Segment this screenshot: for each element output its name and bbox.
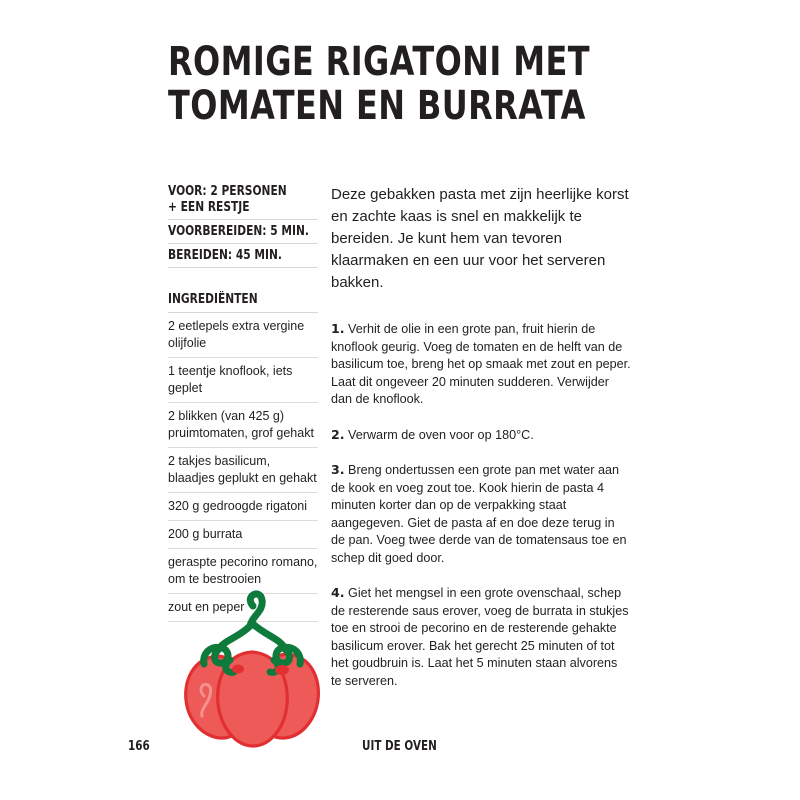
meta-row-prep-time — [168, 224, 318, 244]
tomato-illustration-svg — [168, 578, 338, 748]
ingredient-item: 2 blikken (van 425 g) pruimtomaten, grof gehakt — [168, 403, 318, 448]
recipe-step-text: Verwarm de oven voor op 180°C. — [344, 427, 534, 442]
meta-servings-line-1: VOOR: 2 PERSONEN — [168, 184, 287, 199]
ingredient-item: 320 g gedroogde rigatoni — [168, 493, 318, 521]
recipe-step — [331, 426, 631, 445]
ingredients-heading — [168, 292, 318, 313]
page-title-line-2: TOMATEN EN BURRATA — [168, 83, 586, 129]
recipe-meta-list — [168, 184, 318, 268]
recipe-step — [331, 461, 631, 567]
ingredient-item: 2 takjes basilicum, blaadjes geplukt en gehakt — [168, 448, 318, 493]
recipe-step-text: Verhit de olie in een grote pan, fruit hierin de knoflook geurig. Voeg de tomaten en de helft van de basilicum toe, breng het op smaak met zout en peper. Laat dit ongeveer 20 minuten sudderen. Verwijder dan de knoflook. — [331, 322, 631, 406]
recipe-step-text: Breng ondertussen een grote pan met water aan de kook en voeg zout toe. Kook hierin de pasta 4 minuten korter dan op de verpakking staat aangegeven. Giet de pasta af en doe deze terug in de pan. Voeg twee derde van de tomatensaus toe en schep dit goed door. — [331, 463, 627, 565]
meta-prep-time: VOORBEREIDEN: 5 MIN. — [168, 224, 309, 239]
recipe-step-number: 2. — [331, 426, 345, 442]
tomatoes-on-vine-icon — [168, 578, 338, 748]
recipe-step-number: 3. — [331, 462, 345, 477]
page-title-line-1: ROMIGE RIGATONI MET — [168, 39, 590, 85]
recipe-step-number: 1. — [331, 321, 345, 336]
footer-section-label: UIT DE OVEN — [362, 739, 437, 754]
ingredients-list — [168, 313, 318, 622]
recipe-intro: Deze gebakken pasta met zijn heerlijke korst en zachte kaas is snel en makkelijk te bereiden. Je kunt hem van tevoren klaarmaken en een uur voor het serveren bakken. — [331, 186, 629, 291]
meta-cook-time: BEREIDEN: 45 MIN. — [168, 248, 282, 263]
ingredient-item: 1 teentje knoflook, iets geplet — [168, 358, 318, 403]
ingredient-item: geraspte pecorino romano, om te bestrooien — [168, 549, 318, 594]
recipe-steps — [331, 320, 631, 690]
ingredient-item: 200 g burrata — [168, 521, 318, 549]
ingredient-item: 2 eetlepels extra vergine olijfolie — [168, 313, 318, 358]
recipe-body — [331, 184, 631, 707]
recipe-step — [331, 320, 631, 409]
recipe-step — [331, 584, 631, 690]
meta-row-cook-time — [168, 248, 318, 268]
ingredients-heading-label: INGREDIËNTEN — [168, 292, 258, 307]
recipe-step-text: Giet het mengsel in een grote ovenschaal, schep de resterende saus erover, voeg de burrata in stukjes toe en strooi de pecorino en de resterende gehakte basilicum erover. Bak het gerecht 25 minuten of tot het goudbruin is. Laat het 5 minuten staan alvorens te serveren. — [331, 586, 629, 688]
meta-servings-line-2: + EEN RESTJE — [168, 200, 250, 215]
meta-row-servings — [168, 184, 318, 220]
recipe-sidebar — [168, 184, 318, 622]
recipe-step-number: 4. — [331, 585, 345, 600]
page-title — [168, 40, 648, 128]
footer-page-number: 166 — [128, 739, 150, 754]
ingredient-item: zout en peper — [168, 594, 318, 622]
